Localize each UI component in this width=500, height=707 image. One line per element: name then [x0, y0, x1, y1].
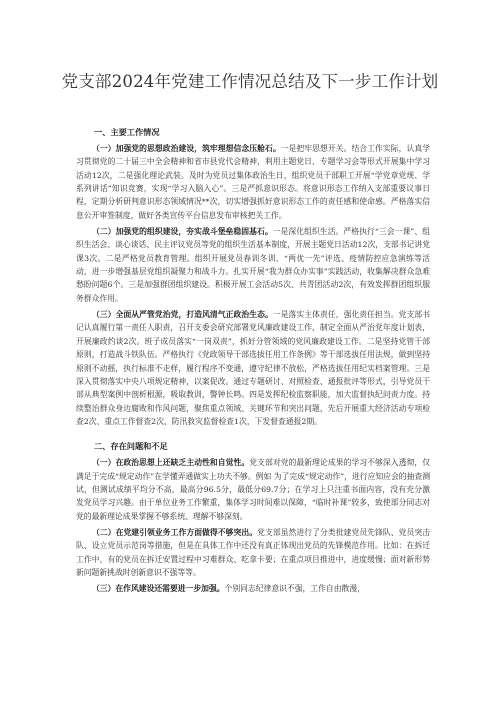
paragraph-text: 党支部对党的最新理论成果的学习不够深入透彻，仅满足于完成“规定动作”在学懂弄通做实上功夫不够。例如 为了完成“规定动作”，进行应知应会的抽查测试，但测试成绩平均分不高，最高分96.5分，最低分69.7分；在学习上只注重书面内容，没有充分激发党员学习兴趣。由于单位业务工作繁重，集体学习时间难以保障，“临时补课”较多，致使部分同志对党的最新理论成果掌握不够系统、理解不够深刻。	[76, 458, 431, 521]
paragraph-lead: （一）在政治思想上还缺乏主动性和自觉性。	[92, 458, 250, 468]
paragraph-lead: （三）全面从严管党治党，打造风清气正政治生态。	[92, 310, 273, 320]
paragraph-text: 一是落实主体责任，强化责任担当。党支部书记认真履行第一责任人职责，召开支委会研究部署党风廉政建设工作，制定全面从严治党年度计划表，开展廉政约谈2次。班子成员落实“一岗双责”，抓好分管领域的党风廉政建设工作。二是坚持党管干部原则，打造战斗铁队伍。严格执行《党政领导干部选拔任用工作条例》等干部选拔任用法规，做到坚持原则不动摇，执行标准不走样，履行程序不变通，遵守纪律不放松，严格选拔任用纪实档案管理。三是深入贯彻落实中央八项规定精神，以案促改。通过专题研讨、对照检查、通报批评等形式，引导党员干部从典型案例中剖析根源，吸取教训，警钟长鸣。四是发挥纪检监察职能，加大监督执纪问责力度。持续整治群众身边腐败和作风问题，聚焦重点领域、关键环节和突出问题，先后开展重大经济活动专项检查2次、重点工作督查2次、防汛救灾监督检查1次，下发督查通报2期。	[76, 310, 431, 426]
paragraph-text: 个别同志纪律意识不强，工作自由散漫，	[224, 584, 365, 594]
section-heading: 一、主要工作情况	[94, 127, 160, 137]
paragraph	[76, 308, 430, 428]
paragraph-text: 一是把牢思想开关。结合工作实际，认真学习贯彻党的二十届三中全会精神和省市县党代会精神，利用主题党日、专题学习会等形式开展集中学习活动12次，二是强化理论武装。及时为党员过集体政治生日，组织党员干部职工开展“学党章党规、学系列讲话”知识竞赛，实现“学习入脑入心”。三是严抓意识形态。将意识形态工作纳入支部重要议事日程，定期分析研判意识形态领域情况**次，切实增强抓好意识形态工作的责任感和使命感。严格落实信息公开审签制度，做好各类宣传平台信息发布审核把关工作。	[76, 144, 430, 220]
paragraph	[76, 456, 430, 523]
paragraph-lead: （一）加强党的思想政治建设，筑牢理想信念压舱石。	[92, 144, 281, 153]
paragraph-lead: （二）加强党的组织建设，夯实战斗堡垒稳固基石。	[92, 227, 273, 237]
document-title: 党支部2024年党建工作情况总结及下一步工作计划	[61, 72, 439, 91]
section-heading: 二、存在问题和不足	[94, 441, 168, 452]
document-body	[76, 126, 430, 599]
paragraph-text: 党支部虽然进行了分类批建党员先锋队、党员突击队、设立党员示范岗等措施，但是在具体工作中还没有真正体现出党员的先锋模范作用。比如：在拆迁工作中，有的党员在拆迁安置过程中习难群众、吃拿卡要；在重点项目推进中，进度缓慢；面对新形势新问题新挑战时创新意识不强等等。	[76, 527, 431, 577]
paragraph	[76, 225, 430, 305]
paragraph-text: 一是深化组织生活。严格执行“三会一课”、组织生活会、谈心谈话、民主评议党员等党的组织生活基本制度，开展主题党日活动12次，支部书记讲党课3次。二是严格党员教育管理。组织开展党员春训冬训、“两优一先”评选、疫情防控应急演练等活动，进一步增强基层党组织凝聚力和战斗力。扎实开展“我为群众办实事”实践活动，收集解决群众急难愁盼问题6个。三是加强群团组织建设。积极开展工会活动5次、共青团活动2次，有效发挥群团组织服务群众作用。	[76, 227, 430, 303]
paragraph-lead: （二）在党建引领业务工作方面做得不够突出。	[92, 527, 258, 537]
paragraph	[76, 526, 430, 579]
paragraph	[76, 142, 430, 222]
paragraph	[76, 582, 430, 595]
paragraph-lead: （三）在作风建设还需要进一步加强。	[92, 584, 225, 594]
